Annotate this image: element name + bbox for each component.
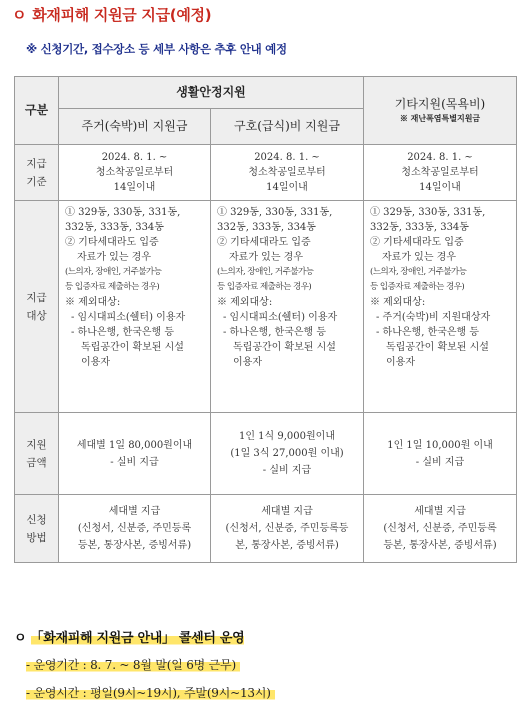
list-line: ① 329동, 330동, 331동, <box>217 207 333 218</box>
list-line: 이용자 <box>386 357 415 368</box>
cell-line: (신청서, 신분증, 주민등록 <box>77 523 192 534</box>
list-line: - 임시대피소(쉘터) 이용자 <box>71 312 186 323</box>
list-line: (느의자, 장애인, 거주불가능 <box>370 267 467 277</box>
list-line: - 하나은행, 한국은행 등 <box>223 327 327 338</box>
list-line: ※ 제외대상: <box>217 297 273 308</box>
col1-header: 주거(숙박)비 지원금 <box>59 109 211 145</box>
list-line: 이용자 <box>81 357 110 368</box>
group-header: 생활안정지원 <box>59 77 364 109</box>
support-table <box>14 76 517 563</box>
cell-line: 14일이내 <box>266 182 308 193</box>
cell-line: - 실비 지급 <box>262 465 312 476</box>
list-line: ② 기타세대라도 입증 <box>65 237 159 248</box>
amount-cell-2 <box>211 413 364 495</box>
list-line: - 주거(숙박)비 지원대상자 <box>376 312 491 323</box>
cell-line: 2024. 8. 1. ~ <box>101 152 168 163</box>
callcenter-title-text: 「화재피해 지원금 안내」 콜센터 운영 <box>30 631 245 646</box>
row-label-line: 지원 <box>26 438 47 451</box>
period-cell-1 <box>59 145 211 201</box>
cell-line: 청소착공일로부터 <box>401 167 479 178</box>
cell-line: 세대별 1일 80,000원이내 <box>76 439 193 451</box>
callcenter-bullet: ㅇ <box>14 631 27 646</box>
list-line: 독립공간이 확보된 시설 <box>81 342 184 353</box>
row-label-target <box>15 201 59 413</box>
list-line: ① 329동, 330동, 331동, <box>65 207 181 218</box>
list-line: 등 입증자료 제출하는 경우) <box>370 282 465 292</box>
cell-line: - 실비 지급 <box>415 456 465 468</box>
cell-line: 세대별 지급 <box>261 506 313 517</box>
row-label-line: 신청 <box>26 513 47 526</box>
list-line: 332동, 333동, 334동 <box>370 222 469 233</box>
callcenter-hours <box>26 684 275 701</box>
list-line: 독립공간이 확보된 시설 <box>233 342 336 353</box>
method-cell-3 <box>364 495 517 563</box>
cell-line: 14일이내 <box>113 182 156 193</box>
section-title <box>12 4 211 25</box>
cell-line: 2024. 8. 1. ~ <box>254 152 320 163</box>
callcenter-title <box>14 627 244 646</box>
section-title-text: 화재피해 지원금 지급(예정) <box>32 6 212 24</box>
amount-cell-1 <box>59 413 211 495</box>
cell-line: 청소착공일로부터 <box>248 167 326 178</box>
col3-header-sub: ※ 재난폭염특별지원금 <box>399 113 481 123</box>
cell-line: 1인 1식 9,000원이내 <box>238 431 335 442</box>
target-cell-1 <box>59 201 211 413</box>
period-cell-3 <box>364 145 517 201</box>
cell-line: 등본, 통장사본, 증빙서류) <box>383 540 497 551</box>
list-line: ② 기타세대라도 입증 <box>217 237 311 248</box>
cell-line: (1일 3식 27,000원 이내) <box>230 448 344 459</box>
row-label-line: 방법 <box>26 531 47 544</box>
cell-line: 세대별 지급 <box>414 506 466 517</box>
cell-line: 본, 통장사본, 증빙서류) <box>235 540 339 551</box>
method-cell-1 <box>59 495 211 563</box>
list-line: 자료가 있는 경우 <box>77 252 151 263</box>
row-label-line: 금액 <box>26 456 47 469</box>
list-line: 자료가 있는 경우 <box>382 252 456 263</box>
cell-line: 2024. 8. 1. ~ <box>407 152 473 163</box>
list-line: - 하나은행, 한국은행 등 <box>71 327 175 338</box>
period-cell-2 <box>211 145 364 201</box>
list-line: ※ 제외대상: <box>65 297 121 308</box>
row-label-amount <box>15 413 59 495</box>
cell-line: (신청서, 신분증, 주민등록등 <box>225 523 349 534</box>
col2-header: 구호(급식)비 지원금 <box>211 109 364 145</box>
callcenter-period-text: - 운영기간 : 8. 7. ~ 8월 말(일 6명 근무) <box>26 658 240 672</box>
callcenter-period <box>26 656 240 673</box>
cell-line: - 실비 지급 <box>110 456 159 468</box>
list-line: - 하나은행, 한국은행 등 <box>376 327 480 338</box>
col3-header-title: 기타지원(목욕비) <box>394 97 486 111</box>
row-label-period <box>15 145 59 201</box>
list-line: (느의자, 장애인, 거주불가능 <box>65 267 162 277</box>
amount-cell-3 <box>364 413 517 495</box>
row-label-line: 지급 <box>26 291 47 304</box>
list-line: 332동, 333동, 334동 <box>217 222 316 233</box>
list-line: (느의자, 장애인, 거주불가능 <box>217 267 314 277</box>
cell-line: 1인 1일 10,000원 이내 <box>387 439 493 451</box>
target-cell-3 <box>364 201 517 413</box>
corner-label: 구분 <box>15 77 59 145</box>
method-cell-2 <box>211 495 364 563</box>
cell-line: 등본, 통장사본, 증빙서류) <box>77 540 192 551</box>
row-label-line: 지급 <box>26 157 47 170</box>
list-line: 등 입증자료 제출하는 경우) <box>65 282 160 292</box>
notice-text: ※ 신청기간, 접수장소 등 세부 사항은 추후 안내 예정 <box>26 42 287 56</box>
list-line: ② 기타세대라도 입증 <box>370 237 464 248</box>
list-line: - 임시대피소(쉘터) 이용자 <box>223 312 338 323</box>
list-line: 자료가 있는 경우 <box>229 252 303 263</box>
cell-line: 14일이내 <box>419 182 461 193</box>
list-line: 독립공간이 확보된 시설 <box>386 342 489 353</box>
list-line: ① 329동, 330동, 331동, <box>370 207 486 218</box>
cell-line: 청소착공일로부터 <box>95 167 174 178</box>
cell-line: (신청서, 신분증, 주민등록 <box>383 523 497 534</box>
row-label-method <box>15 495 59 563</box>
list-line: ※ 제외대상: <box>370 297 426 308</box>
list-line: 332동, 333동, 334동 <box>65 222 164 233</box>
row-label-line: 대상 <box>26 309 47 322</box>
target-cell-2 <box>211 201 364 413</box>
cell-line: 세대별 지급 <box>108 506 161 517</box>
section-bullet: ㅇ <box>12 6 27 24</box>
callcenter-hours-text: - 운영시간 : 평일(9시~19시), 주말(9시~13시) <box>26 686 275 700</box>
list-line: 등 입증자료 제출하는 경우) <box>217 282 312 292</box>
list-line: 이용자 <box>233 357 262 368</box>
row-label-line: 기준 <box>26 175 47 188</box>
col3-header <box>364 77 517 145</box>
